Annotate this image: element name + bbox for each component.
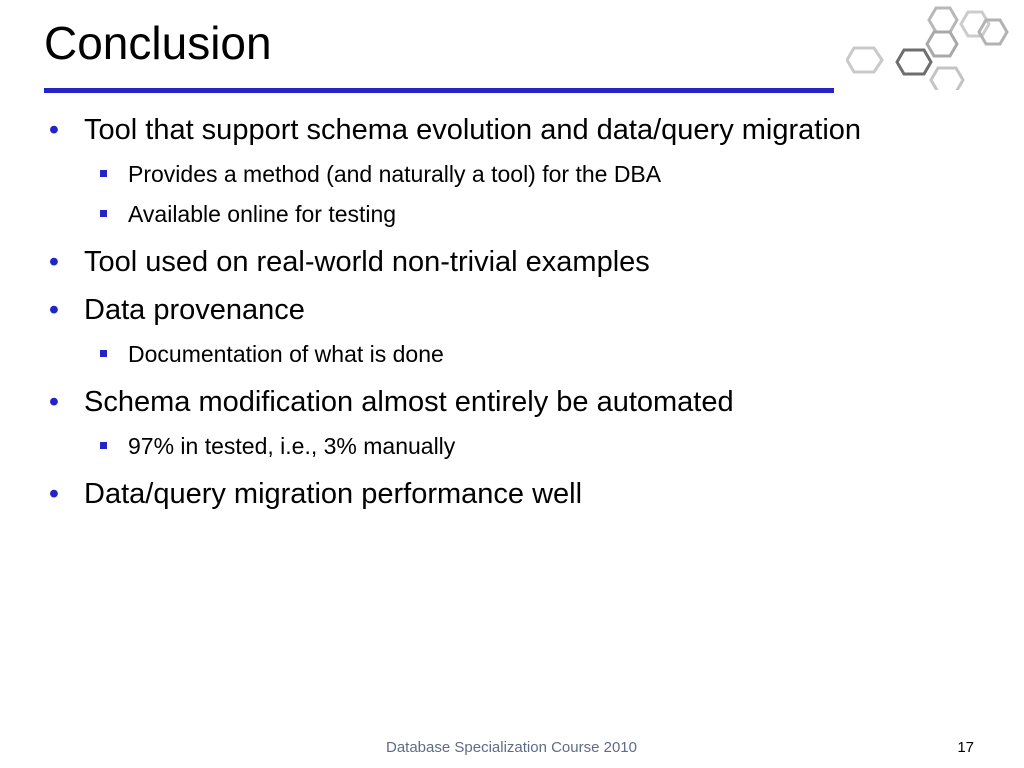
title-underline <box>44 88 834 93</box>
bullet-item <box>44 242 874 282</box>
square-bullet-icon <box>100 170 107 177</box>
bullet-text: Tool used on real-world non-trivial examples <box>84 246 650 278</box>
bullet-dot-icon: • <box>48 386 60 418</box>
bullet-text: Tool that support schema evolution and data/query migration <box>84 114 862 146</box>
hexagon-shape <box>931 68 963 90</box>
hexagon-shape <box>847 48 882 72</box>
bullet-dot-icon: • <box>48 114 60 146</box>
sub-bullet-item <box>44 334 874 374</box>
page-number: 17 <box>957 739 974 756</box>
bullet-text: Schema modification almost entirely be automated <box>84 386 734 418</box>
sub-bullet-item <box>44 154 874 194</box>
sub-bullet-list <box>84 334 874 374</box>
hexagon-shape <box>897 50 931 74</box>
square-bullet-icon <box>100 350 107 357</box>
sub-bullet-item <box>44 426 874 466</box>
sub-bullet-text: Provides a method (and naturally a tool) for the DBA <box>128 161 662 187</box>
bullet-list <box>44 110 874 522</box>
hexagon-shape <box>927 32 957 56</box>
sub-bullet-list <box>84 426 874 466</box>
bullet-text: Data/query migration performance well <box>84 478 583 510</box>
bullet-item <box>44 474 874 514</box>
bullet-dot-icon: • <box>48 246 60 278</box>
bullet-text: Data provenance <box>84 294 305 326</box>
sub-bullet-text: 97% in tested, i.e., 3% manually <box>128 433 456 459</box>
bullet-dot-icon: • <box>48 478 60 510</box>
bullet-item <box>44 290 874 374</box>
sub-bullet-text: Documentation of what is done <box>128 341 444 367</box>
sub-bullet-text: Available online for testing <box>128 201 397 227</box>
footer-course: Database Specialization Course 2010 <box>386 739 637 756</box>
slide-title: Conclusion <box>44 17 272 69</box>
bullet-item <box>44 110 874 234</box>
sub-bullet-item <box>44 194 874 234</box>
sub-bullet-list <box>84 154 874 234</box>
bullet-dot-icon: • <box>48 294 60 326</box>
hexagon-shape <box>929 8 957 32</box>
square-bullet-icon <box>100 210 107 217</box>
bullet-item <box>44 382 874 466</box>
hexagon-decoration-icon <box>846 0 1024 90</box>
square-bullet-icon <box>100 442 107 449</box>
